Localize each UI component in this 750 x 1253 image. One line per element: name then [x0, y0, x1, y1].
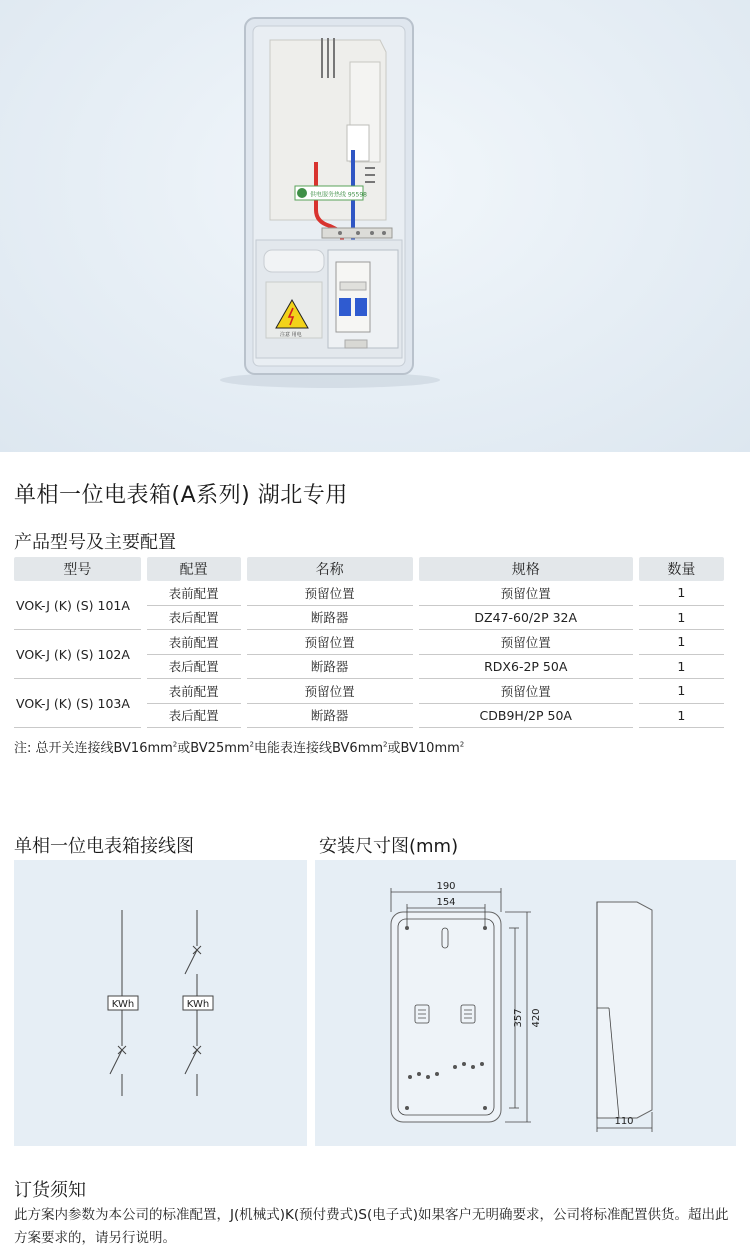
qty-cell: 1: [639, 679, 724, 704]
page-title: 单相一位电表箱(A系列) 湖北专用: [14, 483, 348, 508]
qty-cell: 1: [639, 704, 724, 729]
config-cell: 表后配置: [147, 606, 241, 631]
model-cell: VOK-J (K) (S) 102A: [14, 630, 141, 679]
spec-cell: RDX6-2P 50A: [419, 655, 633, 680]
dim-width-outer: 190: [436, 881, 456, 892]
header-name: 名称: [247, 557, 413, 581]
header-config: 配置: [147, 557, 241, 581]
name-cell: 断路器: [247, 655, 413, 680]
name-cell: 断路器: [247, 606, 413, 631]
meter-box-illustration: [0, 0, 750, 452]
kwh-label-1: KWh: [111, 999, 135, 1010]
name-cell: 断路器: [247, 704, 413, 729]
spec-table: [8, 557, 730, 728]
svg-text:注意 用电: 注意 用电: [280, 332, 302, 338]
wiring-note: 注: 总开关连接线$BV16mm^2$或$BV25mm^2$电能表连接线$BV6mm^2$或$BV10mm^2$: [14, 740, 465, 756]
model-cell: VOK-J (K) (S) 101A: [14, 581, 141, 630]
wiring-diagram-panel: [14, 860, 307, 1146]
dimension-drawing: [315, 860, 736, 1146]
dim-depth: 110: [614, 1116, 634, 1127]
spec-cell: DZ47-60/2P 32A: [419, 606, 633, 631]
dimensions-panel: [315, 860, 736, 1146]
spec-cell: 预留位置: [419, 630, 633, 655]
spec-heading: 产品型号及主要配置: [14, 532, 176, 553]
config-cell: 表后配置: [147, 704, 241, 729]
dim-height-outer: 420: [531, 1008, 542, 1028]
hotline-text: 供电服务热线 95598: [310, 191, 367, 199]
config-cell: 表前配置: [147, 630, 241, 655]
wiring-heading: 单相一位电表箱接线图: [14, 836, 194, 857]
spec-table-header: [14, 557, 724, 581]
spec-cell: 预留位置: [419, 679, 633, 704]
header-model: 型号: [14, 557, 141, 581]
order-text: 此方案内参数为本公司的标准配置，J(机械式)K(预付费式)S(电子式)如果客户无明确要求，公司将标准配置供货。超出此方案要求的，请另行说明。: [14, 1207, 729, 1246]
model-cell: VOK-J (K) (S) 103A: [14, 679, 141, 728]
name-cell: 预留位置: [247, 581, 413, 606]
config-cell: 表前配置: [147, 679, 241, 704]
header-qty: 数量: [639, 557, 724, 581]
qty-cell: 1: [639, 581, 724, 606]
dim-height-inner: 357: [513, 1008, 524, 1028]
qty-cell: 1: [639, 630, 724, 655]
qty-cell: 1: [639, 655, 724, 680]
config-cell: 表后配置: [147, 655, 241, 680]
dimensions-heading: 安装尺寸图(mm): [319, 836, 459, 857]
wiring-diagram: [14, 860, 307, 1146]
table-row: [14, 630, 724, 655]
header-spec: 规格: [419, 557, 633, 581]
spec-cell: 预留位置: [419, 581, 633, 606]
kwh-label-2: KWh: [186, 999, 210, 1010]
qty-cell: 1: [639, 606, 724, 631]
table-row: [14, 581, 724, 606]
product-photo: [0, 0, 750, 452]
name-cell: 预留位置: [247, 679, 413, 704]
config-cell: 表前配置: [147, 581, 241, 606]
dim-width-inner: 154: [436, 897, 456, 908]
table-row: [14, 679, 724, 704]
order-heading: 订货须知: [14, 1180, 86, 1201]
hotline-sticker: [295, 186, 367, 200]
name-cell: 预留位置: [247, 630, 413, 655]
spec-cell: CDB9H/2P 50A: [419, 704, 633, 729]
